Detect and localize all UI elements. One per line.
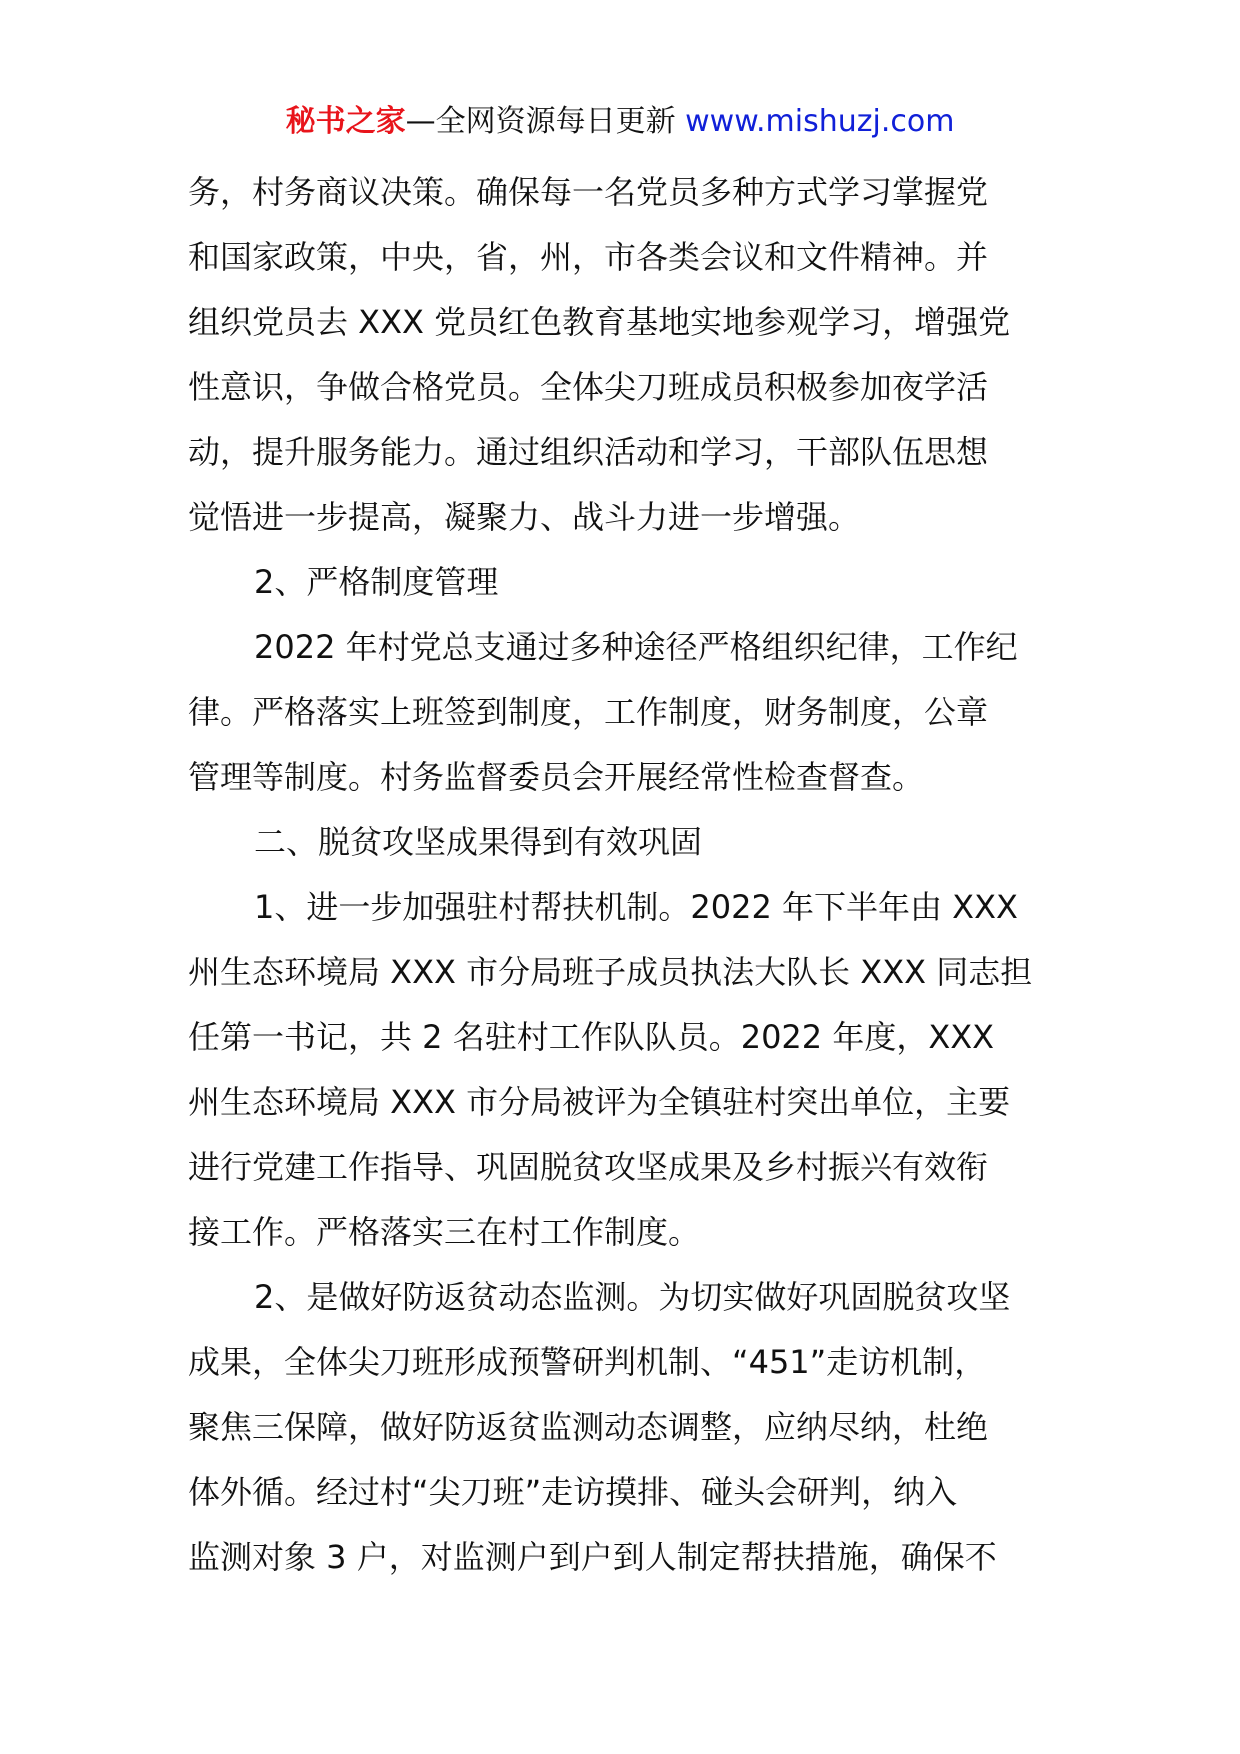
text-line: 体外循。经过村“尖刀班”走访摸排、碰头会研判，纳入 — [188, 1473, 958, 1511]
text-line: 2022 年村党总支通过多种途径严格组织纪律，工作纪 — [254, 628, 1018, 666]
text-line: 2、是做好防返贫动态监测。为切实做好巩固脱贫攻坚 — [254, 1278, 1011, 1316]
text-line: 州生态环境局 XXX 市分局被评为全镇驻村突出单位，主要 — [188, 1083, 1011, 1121]
text-line: 进行党建工作指导、巩固脱贫攻坚成果及乡村振兴有效衔 — [188, 1148, 989, 1186]
text-line: 动，提升服务能力。通过组织活动和学习，干部队伍思想 — [188, 433, 989, 471]
text-line: 监测对象 3 户，对监测户到户到人制定帮扶措施，确保不 — [188, 1538, 997, 1576]
text-line: 管理等制度。村务监督委员会开展经常性检查督查。 — [188, 758, 925, 796]
text-line: 聚焦三保障，做好防返贫监测动态调整，应纳尽纳，杜绝 — [188, 1408, 989, 1446]
text-line: 2、严格制度管理 — [254, 563, 499, 601]
text-line: 成果，全体尖刀班形成预警研判机制、“451”走访机制， — [188, 1343, 987, 1381]
text-line: 务，村务商议决策。确保每一名党员多种方式学习掌握党 — [188, 173, 989, 211]
header-tagline: —全网资源每日更新 — [405, 104, 686, 139]
text-line: 州生态环境局 XXX 市分局班子成员执法大队长 XXX 同志担 — [188, 953, 1033, 991]
watermark-header — [0, 100, 1240, 144]
text-line: 组织党员去 XXX 党员红色教育基地实地参观学习，增强党 — [188, 303, 1011, 341]
text-line: 律。严格落实上班签到制度，工作制度，财务制度，公章 — [188, 693, 989, 731]
brand-name: 秘书之家 — [285, 104, 406, 139]
text-line: 和国家政策，中央，省，州，市各类会议和文件精神。并 — [188, 238, 989, 276]
site-url-link[interactable]: www.mishuzj.com — [685, 104, 955, 139]
text-line: 接工作。严格落实三在村工作制度。 — [188, 1213, 701, 1251]
text-line: 任第一书记，共 2 名驻村工作队队员。2022 年度，XXX — [188, 1018, 995, 1056]
text-line: 二、脱贫攻坚成果得到有效巩固 — [254, 823, 703, 861]
text-line: 觉悟进一步提高，凝聚力、战斗力进一步增强。 — [188, 498, 861, 536]
document-body — [188, 160, 1064, 1590]
text-line: 1、进一步加强驻村帮扶机制。2022 年下半年由 XXX — [254, 888, 1018, 926]
text-line: 性意识，争做合格党员。全体尖刀班成员积极参加夜学活 — [188, 368, 989, 406]
